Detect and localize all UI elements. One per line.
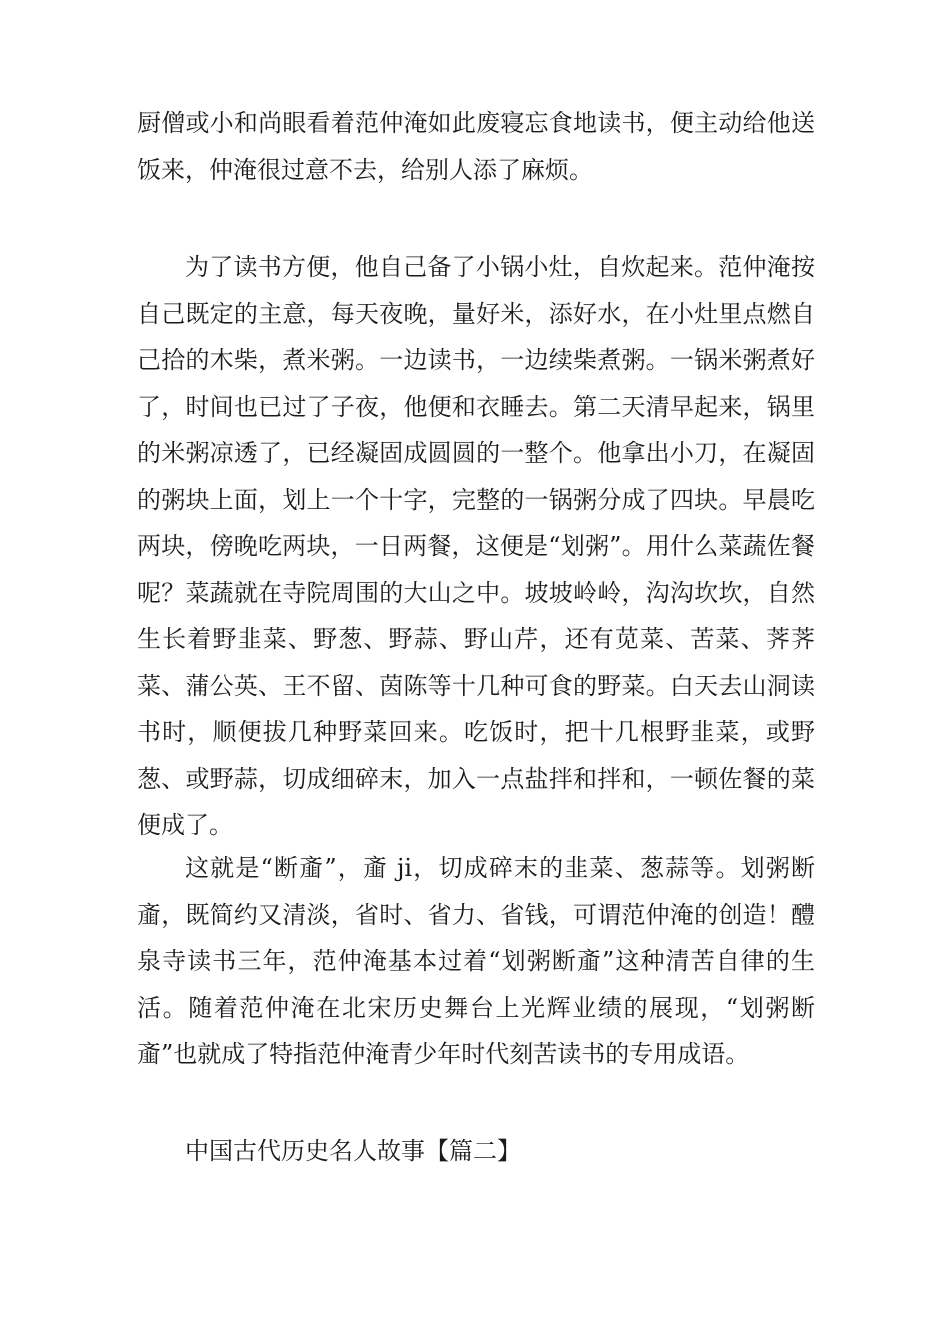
paragraph-1: 厨僧或小和尚眼看着范仲淹如此废寝忘食地读书，便主动给他送饭来，仲淹很过意不去，给别人添了麻烦。 [137,109,815,184]
paragraph-2: 为了读书方便，他自己备了小锅小灶，自炊起来。范仲淹按自己既定的主意，每天夜晚，量好米，添好水，在小灶里点燃自己拾的木柴，煮米粥。一边读书，一边续柴煮粥。一锅米粥煮好了，时间也已过了子夜，他便和衣睡去。第二天清早起来，锅里的米粥凉透了，已经凝固成圆圆的一整个。他拿出小刀，在凝固的粥块上面，划上一个十字，完整的一锅粥分成了四块。早晨吃两块，傍晚吃两块，一日两餐，这便是“划粥”。用什么菜蔬佐餐呢？菜蔬就在寺院周围的大山之中。坡坡岭岭，沟沟坎坎，自然生长着野韭菜、野葱、野蒜、野山芹，还有苋菜、苦菜、荠荠菜、蒲公英、王不留、茵陈等十几种可食的野菜。白天去山洞读书时，顺便拔几种野菜回来。吃饭时，把十几根野韭菜，或野葱、或野蒜，切成细碎末，加入一点盐拌和拌和，一顿佐餐的菜便成了。 [137,253,815,839]
section-heading: 中国古代历史名人故事【篇二】 [185,1137,521,1165]
paragraph-3: 这就是“断齑”，齑 ji，切成碎末的韭菜、葱蒜等。划粥断齑，既简约又清淡，省时、省力、省钱，可谓范仲淹的创造！醴泉寺读书三年，范仲淹基本过着“划粥断齑”这种清苦自律的生活。随着范仲淹在北宋历史舞台上光辉业绩的展现，“划粥断齑”也就成了特指范仲淹青少年时代刻苦读书的专用成语。 [137,854,815,1068]
